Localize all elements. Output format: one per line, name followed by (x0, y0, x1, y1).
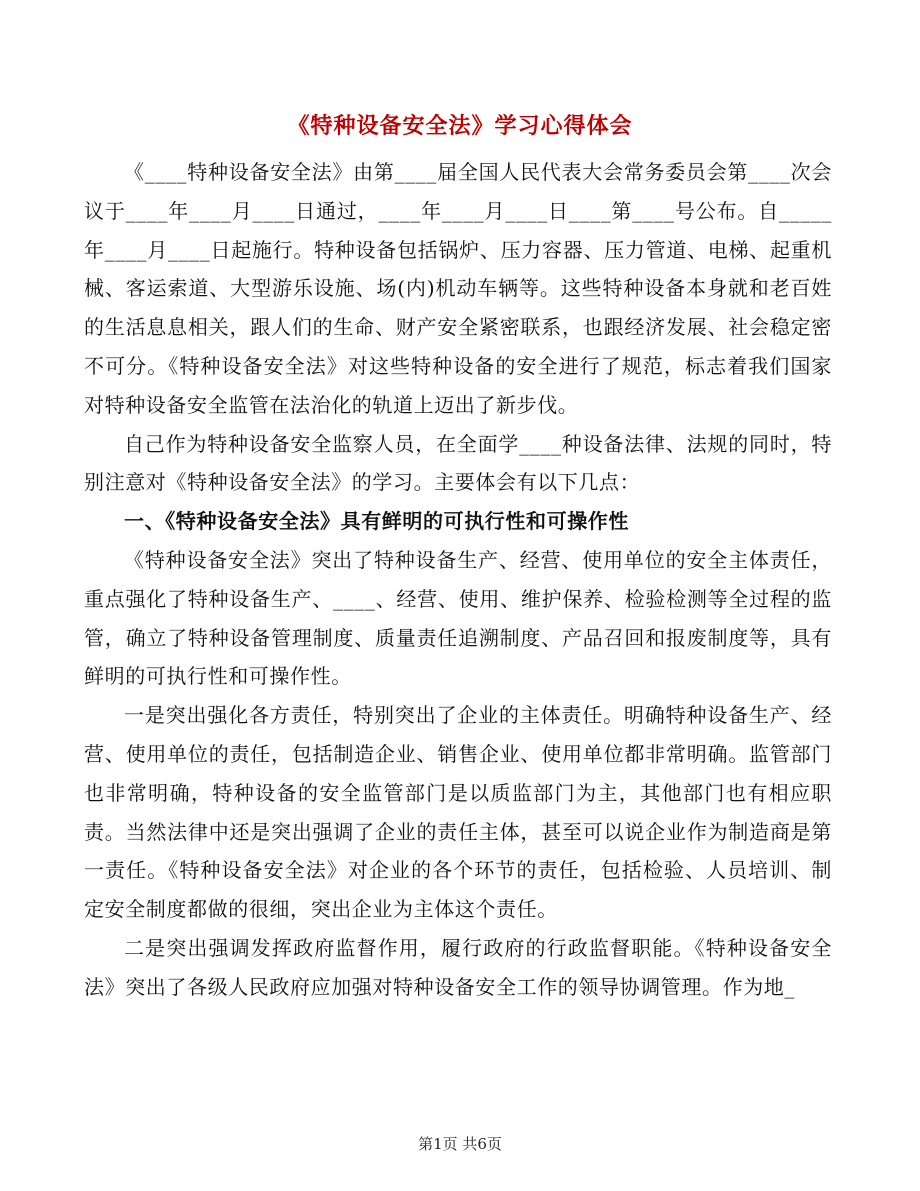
paragraph-point-1: 一是突出强化各方责任，特别突出了企业的主体责任。明确特种设备生产、经营、使用单位的责任，包括制造企业、销售企业、使用单位都非常明确。监管部门也非常明确，特种设备的安全监管部门是以质监部门为主，其他部门也有相应职责。当然法律中还是突出强调了企业的责任主体，甚至可以说企业作为制造商是第一责任。《特种设备安全法》对企业的各个环节的责任，包括检验、人员培训、制定安全制度都做的很细，突出企业为主体这个责任。 (84, 703, 832, 922)
document-title: 《特种设备安全法》学习心得体会 (287, 114, 633, 139)
paragraph-point-2: 二是突出强调发挥政府监督作用，履行政府的行政监督职能。《特种设备安全法》突出了各级人民政府应加强对特种设备安全工作的领导协调管理。作为地_ (84, 935, 832, 999)
paragraph-section-1: 《特种设备安全法》突出了特种设备生产、经营、使用单位的安全主体责任，重点强化了特种设备生产、____、经营、使用、维护保养、检验检测等全过程的监管，确立了特种设备管理制度、质量责任追溯制度、产品召回和报废制度等，具有鲜明的可执行性和可操作性。 (84, 547, 832, 689)
paragraph-intro: 《____特种设备安全法》由第____届全国人民代表大会常务委员会第____次会议于____年____月____日通过，____年____月____日____第____号公布。自_____年____月____日起施行。特种设备包括锅炉、压力容器、压力管道、电梯、起重机械、客运索道、大型游乐设施、场(内)机动车辆等。这些特种设备本身就和老百姓的生活息息相关，跟人们的生命、财产安全紧密联系，也跟经济发展、社会稳定密不可分。《特种设备安全法》对这些特种设备的安全进行了规范，标志着我们国家对特种设备安全监管在法治化的轨道上迈出了新步伐。 (84, 160, 832, 417)
document-body (84, 153, 832, 1007)
page-number-footer: 第1页 共6页 (418, 1135, 502, 1153)
paragraph-study: 自己作为特种设备安全监察人员，在全面学____种设备法律、法规的同时，特别注意对《特种设备安全法》的学习。主要体会有以下几点： (84, 431, 832, 495)
section-heading-1: 一、《特种设备安全法》具有鲜明的可执行性和可操作性 (124, 509, 629, 534)
